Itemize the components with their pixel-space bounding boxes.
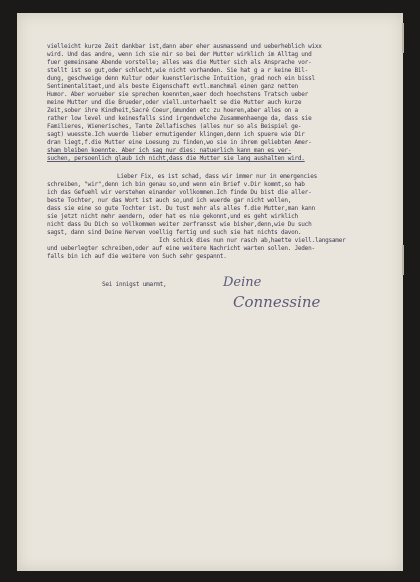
text-line: wird. Und das andre, wenn ich sie mir so bei der Mutter wirklich im Alltag und — [47, 51, 312, 58]
closing-line: Sei innigst umarmt, — [102, 281, 167, 288]
text-line: dass sie eine so gute Tochter ist. Du tust mehr als alles f.die Mutter,man kann — [47, 205, 315, 212]
text-line: beste Tochter, nur das Wort ist auch so,und ich wuerde gar nicht wollen, — [47, 197, 292, 204]
text-line-underlined: sham bleiben koennte. Aber ich sag nur dies: natuerlich kann man es ver- — [47, 147, 292, 154]
punch-hole-mark — [402, 245, 404, 275]
signature-first-word: Deine — [223, 275, 262, 290]
signature-name: Connessine — [233, 293, 321, 311]
text-line: sie jetzt nicht mehr aendern, oder hat es nie gekonnt,und es geht wirklich — [47, 213, 298, 220]
text-line: dran liegt,f.die Mutter eine Loesung zu finden,wo sie in ihrem geliebten Amer- — [47, 139, 312, 146]
text-line: Zeit,sober ihre Kindheit,Sacré Coeur,Gmunden etc zu hoeren,aber alles on a — [47, 107, 298, 114]
text-line: falls bin ich auf die weitere von Such sehr gespannt. — [47, 253, 227, 260]
punch-hole-mark — [402, 23, 404, 53]
text-line: vielleicht kurze Zeit dankbar ist,dann aber eher ausmassend und ueberheblich wixx — [47, 43, 322, 50]
text-line: Lieber Fix, es ist schad, dass wir immer nur in emergencies — [117, 173, 318, 180]
text-line: Ich schick dies nun nur rasch ab,haette viell.langsamer — [159, 237, 346, 244]
text-line: und ueberlegter schreiben,oder auf eine weitere Nachricht warten sollen. Jeden- — [47, 245, 315, 252]
text-line: sagt) wuesste.Ich wuerde lieber ermutigender klingen,denn ich spuere wie Dir — [47, 131, 305, 138]
text-line: Familieres, Wienerisches, Tante Zellafisches (alles nur so als Beispiel ge- — [47, 123, 302, 130]
text-line: stellt ist so gut,oder schlecht,wie nicht vorhanden. Sie hat g a r keine Bil- — [47, 67, 309, 74]
text-line: Sentimentalitaet,und als beste Eigenschaft evtl.manchmal einen ganz netten — [47, 83, 298, 90]
text-line: meine Mutter und die Brueder,oder viell.unterhaelt se die Mutter auch kurze — [47, 99, 302, 106]
text-line: ich das Gefuehl wir verstehen einander vollkommen.Ich finde Du bist die aller- — [47, 189, 312, 196]
text-line: Humor. Aber worueber sie sprechen koennten,waer doch hoechstens Tratsch ueber — [47, 91, 309, 98]
text-line-underlined: suchen, persoenlich glaub ich nicht,dass die Mutter sie lang aushalten wird. — [47, 155, 305, 162]
text-line: nicht dass Du Dich so vollkommen weiter zerfransst wie bisher,denn,wie Du such — [47, 221, 312, 228]
text-line: rather low level und keinesfalls sind irgendwelche Zusammenhaenge da, dass sie — [47, 115, 312, 122]
text-line: sagst, dann sind Deine Nerven voellig fertig und such sie hat nichts davon. — [47, 229, 302, 236]
text-line: dung, geschweige denn Kultur oder kuenstlerische Intuition, grad noch ein bissl — [47, 75, 315, 82]
letter-page — [17, 13, 403, 571]
text-line: fuer gemeinsame Abende vorstelle; alles was die Mutter sich als Ansprache vor- — [47, 59, 312, 66]
text-line: schreiben, "wir",denn ich bin genau so,und wenn ein Brief v.Dir kommt,so hab — [47, 181, 305, 188]
